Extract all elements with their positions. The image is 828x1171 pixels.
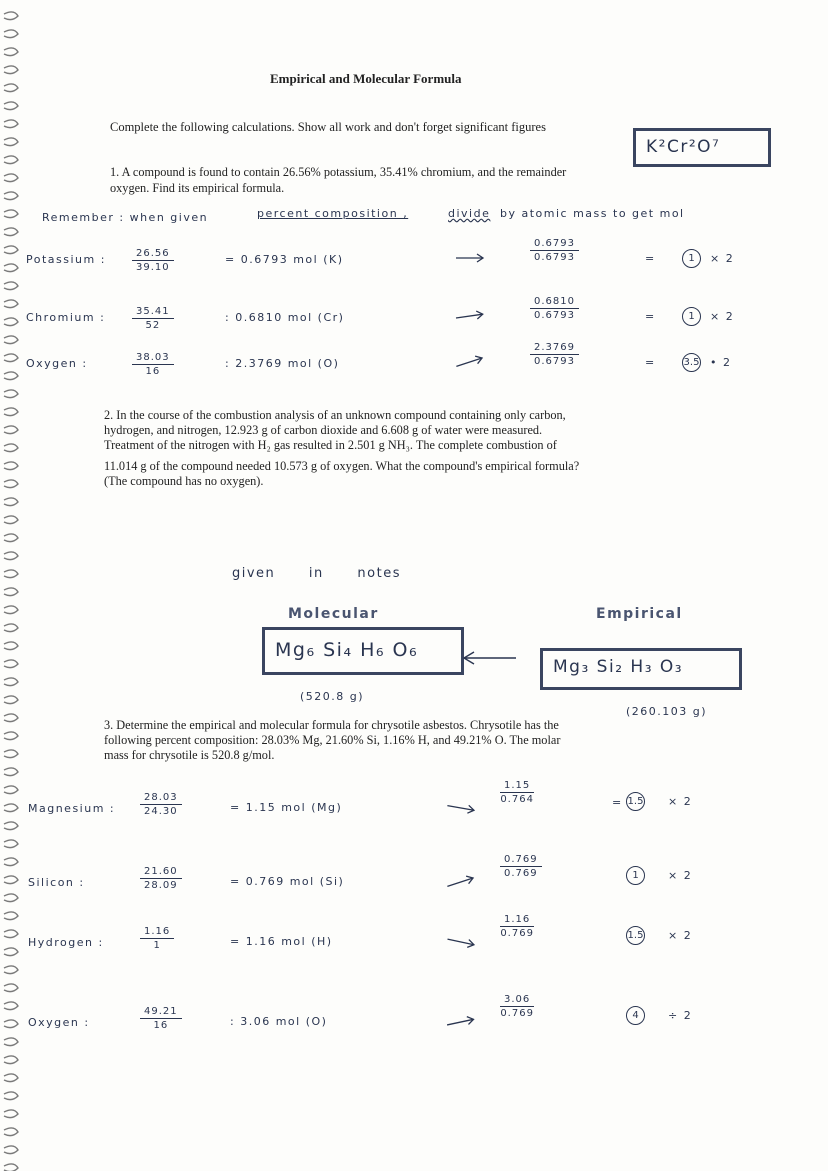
percent-fraction-numerator: 1.16 <box>140 926 174 939</box>
molecular-label: Molecular <box>288 606 379 622</box>
multiplier: × 2 <box>710 310 735 323</box>
ratio-fraction-denominator: 0.769 <box>500 928 534 939</box>
percent-fraction-numerator: 21.60 <box>140 866 182 879</box>
percent-fraction-denominator: 16 <box>153 1020 169 1031</box>
problem2-line: Treatment of the nitrogen with H₂ gas resulted in 2.501 g NH₃. The complete combustion of <box>104 438 557 452</box>
ratio-fraction-denominator: 0.764 <box>500 794 534 805</box>
arrow-empirical-to-molecular <box>460 650 520 666</box>
percent-fraction-denominator: 39.10 <box>136 262 170 273</box>
percent-fraction <box>140 792 182 817</box>
problem2-text <box>104 408 664 489</box>
problem3-text <box>104 718 644 763</box>
mol-result: : 2.3769 mol (O) <box>225 357 340 370</box>
empirical-mass: (260.103 g) <box>626 705 708 718</box>
empirical-label: Empirical <box>596 606 683 622</box>
element-label: Hydrogen : <box>28 936 104 949</box>
empirical-formula: Mg₃ Si₂ H₃ O₃ <box>553 657 684 677</box>
percent-fraction-numerator: 26.56 <box>132 248 174 261</box>
ratio-fraction <box>500 994 534 1019</box>
equals-sign: = <box>645 356 656 369</box>
ratio-fraction <box>530 342 579 367</box>
molecular-mass: (520.8 g) <box>300 690 365 703</box>
problem2-line: hydrogen, and nitrogen, 12.923 g of carbon dioxide and 6.608 g of water were measured. <box>104 423 543 437</box>
arrow-icon <box>444 1011 477 1035</box>
ratio-circle: 3.5 <box>682 353 701 372</box>
answer-formula: K²Cr²O⁷ <box>646 137 721 157</box>
remember-divide: divide <box>448 207 491 220</box>
arrow-icon <box>444 870 478 896</box>
ratio-fraction-denominator: 0.769 <box>500 1008 534 1019</box>
ratio-fraction-numerator: 0.769 <box>500 854 542 867</box>
given-in-notes: given in notes <box>232 566 401 581</box>
mol-result: = 1.15 mol (Mg) <box>230 801 343 814</box>
multiplier: × 2 <box>710 252 735 265</box>
molecular-formula: Mg₆ Si₄ H₆ O₆ <box>275 639 419 661</box>
ratio-circle: 1 <box>682 249 701 268</box>
mol-result: : 0.6810 mol (Cr) <box>225 311 345 324</box>
molecular-box <box>262 627 464 675</box>
percent-fraction <box>140 926 174 951</box>
instructions: Complete the following calculations. Show all work and don't forget significant figures <box>110 120 546 134</box>
ratio-fraction-numerator: 1.15 <box>500 780 534 793</box>
percent-fraction <box>132 306 174 331</box>
ratio-circle: 1 <box>682 307 701 326</box>
ratio-fraction <box>500 854 542 879</box>
ratio-fraction-numerator: 2.3769 <box>530 342 579 355</box>
multiplier: ÷ 2 <box>668 1009 693 1022</box>
percent-fraction-numerator: 28.03 <box>140 792 182 805</box>
problem2-line: 11.014 g of the compound needed 10.573 g of oxygen. What the compound's empirical formula? <box>104 459 580 473</box>
percent-fraction-numerator: 35.41 <box>132 306 174 319</box>
arrow-icon <box>444 931 477 955</box>
ratio-fraction <box>530 296 579 321</box>
mol-result: = 0.769 mol (Si) <box>230 875 345 888</box>
ratio-circle: 4 <box>626 1006 645 1025</box>
equals-sign: = <box>645 310 656 323</box>
remember-percent: percent composition , <box>257 207 409 220</box>
ratio-circle: 1.5 <box>626 926 645 945</box>
element-label: Oxygen : <box>26 357 88 370</box>
mol-result: : 3.06 mol (O) <box>230 1015 328 1028</box>
element-label: Potassium : <box>26 253 106 266</box>
multiplier: × 2 <box>668 795 693 808</box>
ratio-fraction <box>530 238 579 263</box>
percent-fraction-numerator: 49.21 <box>140 1006 182 1019</box>
element-label: Silicon : <box>28 876 85 889</box>
problem1-line1: 1. A compound is found to contain 26.56% potassium, 35.41% chromium, and the remainder <box>110 165 567 179</box>
ratio-circle: 1.5 <box>626 792 645 811</box>
arrow-icon <box>445 798 478 821</box>
binder-edge <box>0 0 22 1171</box>
ratio-fraction-denominator: 0.6793 <box>534 252 575 263</box>
percent-fraction <box>132 248 174 273</box>
ratio-fraction <box>500 780 534 805</box>
ratio-fraction-denominator: 0.769 <box>504 868 538 879</box>
ratio-fraction <box>500 914 534 939</box>
ratio-fraction-denominator: 0.6793 <box>534 310 575 321</box>
mol-result: = 0.6793 mol (K) <box>225 253 344 266</box>
arrow-icon <box>455 250 485 268</box>
percent-fraction-numerator: 38.03 <box>132 352 174 365</box>
arrow-icon <box>453 350 487 376</box>
multiplier: × 2 <box>668 929 693 942</box>
arrow-icon <box>454 306 486 328</box>
answer-box-problem1 <box>633 128 771 167</box>
remember-suffix: by atomic mass to get mol <box>500 207 685 220</box>
percent-fraction-denominator: 16 <box>145 366 161 377</box>
ratio-fraction-numerator: 0.6810 <box>530 296 579 309</box>
element-label: Oxygen : <box>28 1016 90 1029</box>
percent-fraction <box>140 866 182 891</box>
empirical-box <box>540 648 742 690</box>
percent-fraction <box>132 352 174 377</box>
percent-fraction-denominator: 1 <box>153 940 161 951</box>
ratio-fraction-denominator: 0.6793 <box>534 356 575 367</box>
mol-result: = 1.16 mol (H) <box>230 935 333 948</box>
percent-fraction-denominator: 28.09 <box>144 880 178 891</box>
multiplier: • 2 <box>710 356 732 369</box>
ratio-fraction-numerator: 1.16 <box>500 914 534 927</box>
percent-fraction-denominator: 52 <box>145 320 161 331</box>
problem1-line2: oxygen. Find its empirical formula. <box>110 181 285 195</box>
problem3-line: mass for chrysotile is 520.8 g/mol. <box>104 748 275 762</box>
problem2-line: (The compound has no oxygen). <box>104 474 264 488</box>
ratio-circle: 1 <box>626 866 645 885</box>
page-title: Empirical and Molecular Formula <box>270 71 462 86</box>
problem2-line: 2. In the course of the combustion analysis of an unknown compound containing only carbon, <box>104 408 566 422</box>
percent-fraction <box>140 1006 182 1031</box>
multiplier: × 2 <box>668 869 693 882</box>
ratio-fraction-numerator: 0.6793 <box>530 238 579 251</box>
element-label: Chromium : <box>26 311 106 324</box>
problem3-line: following percent composition: 28.03% Mg, 21.60% Si, 1.16% H, and 49.21% O. The molar <box>104 733 561 747</box>
problem3-line: 3. Determine the empirical and molecular formula for chrysotile asbestos. Chrysotile has the <box>104 718 559 732</box>
percent-fraction-denominator: 24.30 <box>144 806 178 817</box>
equals-sign: = <box>612 796 623 809</box>
ratio-fraction-numerator: 3.06 <box>500 994 534 1007</box>
remember-prefix: Remember : when given <box>42 211 209 224</box>
element-label: Magnesium : <box>28 802 116 815</box>
equals-sign: = <box>645 252 656 265</box>
